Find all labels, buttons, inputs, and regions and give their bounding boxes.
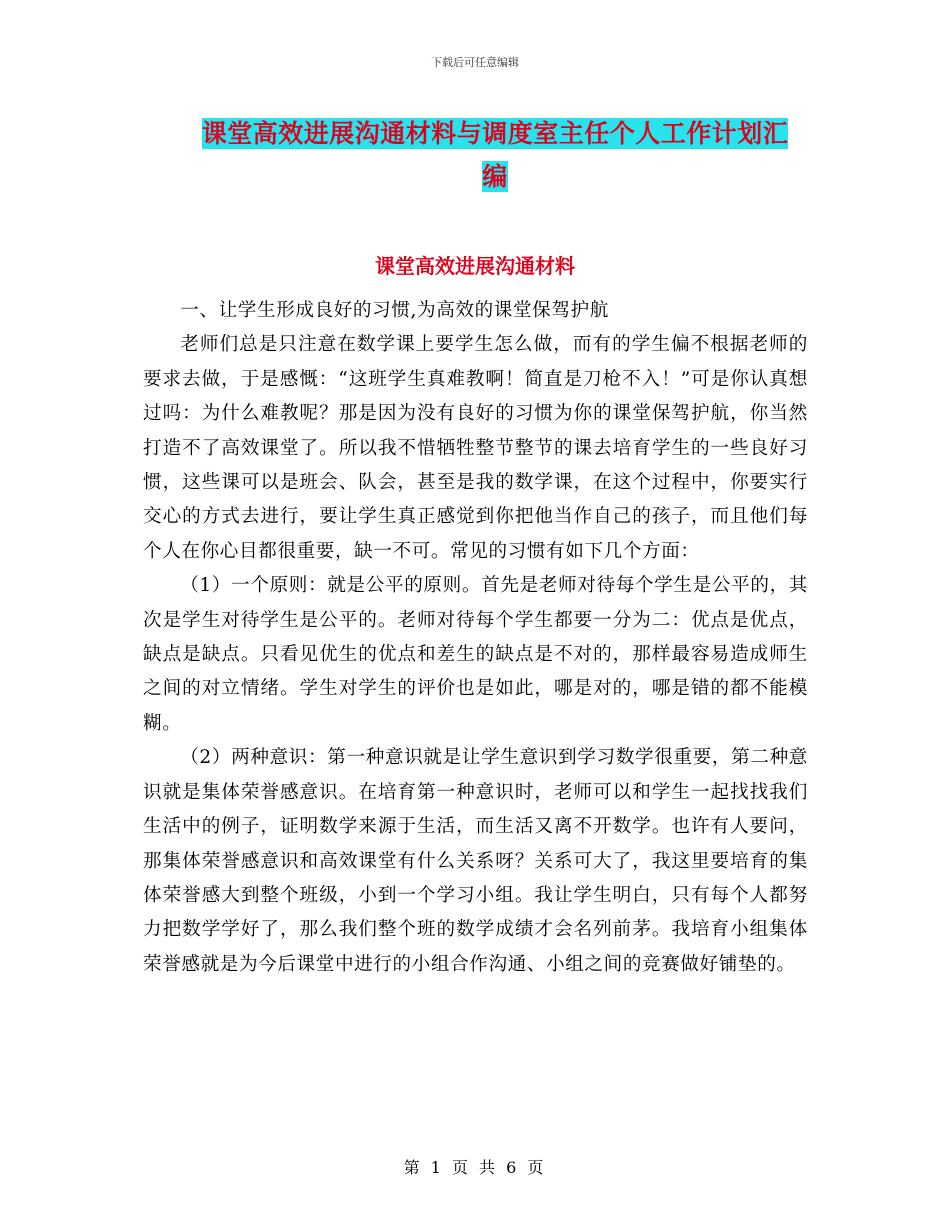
document-title-text: 课堂高效进展沟通材料与调度室主任个人工作计划汇编 bbox=[201, 119, 789, 191]
section-title: 课堂高效进展沟通材料 bbox=[375, 254, 575, 278]
body-text bbox=[143, 294, 808, 982]
header-note: 下载后可任意编辑 bbox=[431, 56, 519, 69]
paragraph: （1）一个原则：就是公平的原则。首先是老师对待每个学生是公平的，其次是学生对待学生是公平的。老师对待每个学生都要一分为二：优点是优点，缺点是缺点。只看见优生的优点和差生的缺点是不对的，那样最容易造成师生之间的对立情绪。学生对学生的评价也是如此，哪是对的，哪是错的都不能模糊。 bbox=[143, 575, 808, 734]
document-title bbox=[190, 112, 800, 198]
paragraph: （2）两种意识：第一种意识就是让学生意识到学习数学很重要，第二种意识就是集体荣誉感意识。在培育第一种意识时，老师可以和学生一起找找我们生活中的例子，证明数学来源于生活，而生活又离不开数学。也许有人要问，那集体荣誉感意识和高效课堂有什么关系呀？关系可大了，我这里要培育的集体荣誉感大到整个班级，小到一个学习小组。我让学生明白，只有每个人都努力把数学学好了，那么我们整个班的数学成绩才会名列前茅。我培育小组集体荣誉感就是为今后课堂中进行的小组合作沟通、小组之间的竞赛做好铺垫的。 bbox=[143, 747, 808, 975]
paragraph: 老师们总是只注意在数学课上要学生怎么做，而有的学生偏不根据老师的要求去做，于是感慨：“这班学生真难教啊！简直是刀枪不入！”可是你认真想过吗：为什么难教呢？那是因为没有良好的习惯为你的课堂保驾护航，你当然打造不了高效课堂了。所以我不惜牺牲整节整节的课去培育学生的一些良好习惯，这些课可以是班会、队会，甚至是我的数学课，在这个过程中，你要实行交心的方式去进行，要让学生真正感觉到你把他当作自己的孩子，而且他们每个人在你心目都很重要，缺一不可。常见的习惯有如下几个方面： bbox=[143, 334, 808, 562]
page-number: 第 1 页 共 6 页 bbox=[403, 1158, 547, 1177]
paragraph: 一、让学生形成良好的习惯,为高效的课堂保驾护航 bbox=[180, 300, 609, 321]
